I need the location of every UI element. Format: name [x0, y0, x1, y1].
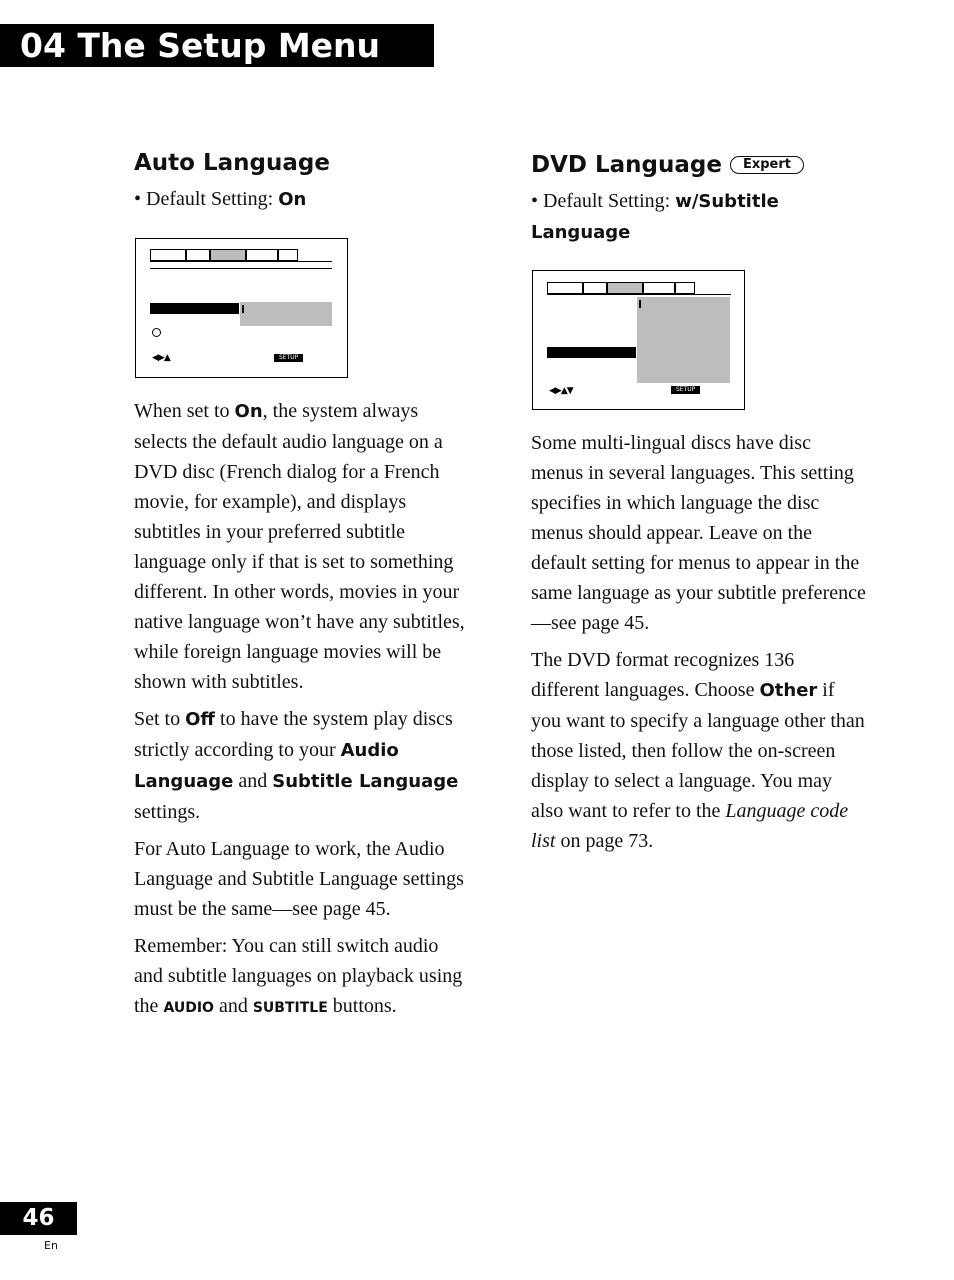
text: if you want to specify a language other than those listed, then follow the on-screen display to select a language. You may also want to refer to the — [531, 679, 865, 822]
nav-arrows-icon: ◀▶▲▼ — [549, 386, 573, 396]
menu-tab — [583, 282, 607, 294]
options-panel — [240, 302, 332, 326]
auto-language-heading — [134, 150, 330, 176]
paragraph — [134, 396, 469, 697]
emphasis: On — [234, 401, 263, 422]
selected-row — [547, 347, 636, 358]
auto-language-title: Auto Language — [134, 150, 330, 176]
circle-icon — [152, 328, 161, 337]
text: buttons. — [327, 995, 397, 1017]
options-panel — [637, 297, 730, 383]
cursor-mark — [242, 305, 244, 313]
paragraph: Some multi-lingual discs have disc menus in several languages. This setting specifies in which language the disc menus should appear. Leave on the default setting for menus to appear in the same language as your subtitle preference—see page 45. — [531, 432, 866, 634]
emphasis: Other — [759, 680, 818, 701]
menu-tab — [186, 249, 210, 261]
text: to have the system play discs strictly according to your — [134, 708, 453, 761]
auto-language-default — [134, 184, 306, 215]
text: settings. — [134, 801, 201, 823]
emphasis: Subtitle Language — [272, 771, 459, 792]
text: on page 73. — [555, 830, 654, 852]
emphasis: AUDIO — [163, 1000, 214, 1016]
tab-divider — [150, 261, 332, 262]
text: and — [213, 995, 253, 1017]
language-code: En — [44, 1239, 58, 1252]
menu-tab — [675, 282, 695, 294]
menu-tab — [246, 249, 278, 261]
dvd-language-body — [531, 428, 866, 863]
default-setting-prefix: • Default Setting: — [531, 190, 676, 212]
cursor-mark — [639, 300, 641, 308]
paragraph: For Auto Language to work, the Audio Language and Subtitle Language settings must be the same—see page 45. — [134, 838, 464, 920]
auto-language-body — [134, 396, 469, 1030]
menu-tab — [643, 282, 675, 294]
selected-row — [150, 303, 239, 314]
dvd-language-default — [531, 186, 831, 248]
menu-tab-active — [607, 282, 643, 294]
setup-label: SETUP — [274, 354, 303, 362]
menu-divider — [150, 268, 332, 269]
default-setting-prefix: • Default Setting: — [134, 188, 279, 210]
tab-divider — [547, 294, 731, 295]
menu-tab-active — [210, 249, 246, 261]
emphasis: Audio Language — [134, 740, 399, 792]
emphasis: Off — [185, 709, 216, 730]
nav-arrows-icon: ◀▶▲ — [152, 353, 170, 363]
dvd-language-screen — [532, 270, 745, 410]
page-number: 46 — [0, 1202, 77, 1235]
text: When set to — [134, 400, 235, 422]
italic-reference: Language code list — [531, 800, 849, 852]
default-setting-value: w/Subtitle Language — [531, 191, 779, 243]
setup-label: SETUP — [671, 386, 700, 394]
default-setting-value: On — [278, 189, 307, 210]
paragraph — [134, 704, 469, 827]
menu-tab — [547, 282, 583, 294]
text: Set to — [134, 708, 186, 730]
paragraph — [134, 931, 469, 1023]
text: The DVD format recognizes 136 different languages. Choose — [531, 649, 795, 701]
text: , the system always selects the default audio language on a DVD disc (French dialog for a French movie, for example), and displays subtitles in your preferred subtitle language only if that is set to something different. In other words, movies in your native language won’t have any subtitles, while foreign language movies will be shown with subtitles. — [134, 400, 465, 693]
dvd-language-title: DVD Language — [531, 152, 722, 178]
text: and — [233, 770, 273, 792]
dvd-language-heading — [531, 152, 804, 178]
paragraph — [531, 645, 866, 856]
menu-tab — [278, 249, 298, 261]
text: Remember: You can still switch audio and subtitle languages on playback using the — [134, 935, 463, 1017]
chapter-title: 04 The Setup Menu — [0, 24, 434, 67]
expert-badge: Expert — [730, 156, 804, 174]
menu-tab — [150, 249, 186, 261]
emphasis: SUBTITLE — [252, 1000, 328, 1016]
auto-language-screen — [135, 238, 348, 378]
